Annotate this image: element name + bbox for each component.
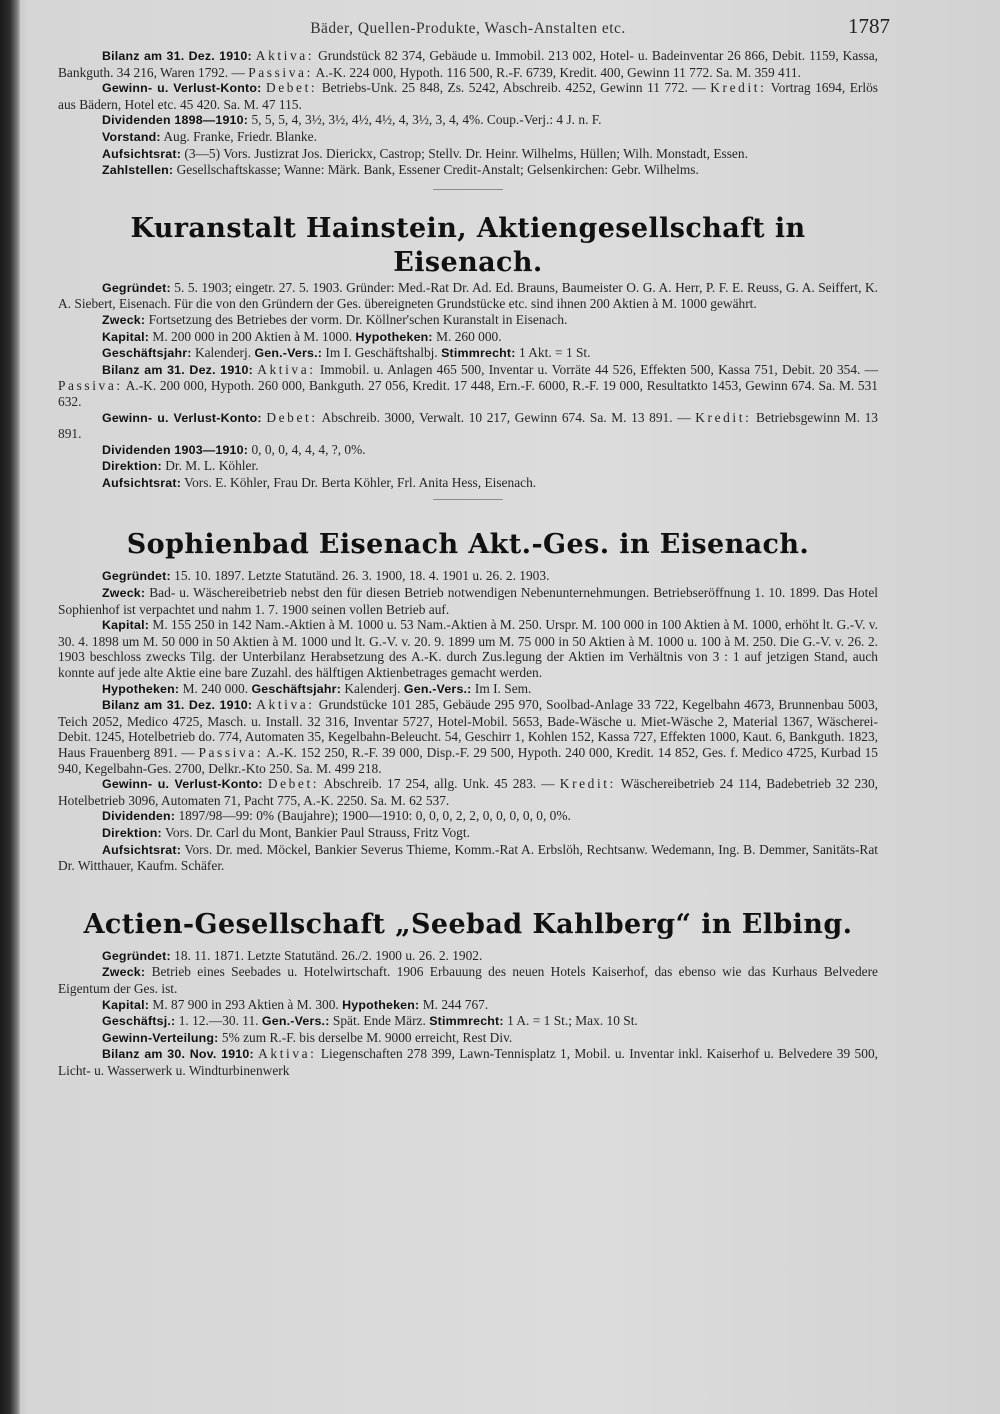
entry-text: (3—5) Vors. Justizrat Jos. Dierickx, Castrop; Stellv. Dr. Heinr. Wilhelms, Hüllen; Wilh. Monstadt, Essen. bbox=[184, 145, 748, 161]
entry-label: Direktion: bbox=[102, 459, 162, 474]
entry-text: Aktiva: Immobil. u. Anlagen 465 500, Inventar u. Vorräte 44 526, Effekten 500, Kassa 751, Debit. 20 354. — Passiva: A.-K. 200 000, Hypoth. 260 000, Bankguth. 27 056, Kredit. 17 448, Ern.-F. 6000, R.-F. 19 000, Resultatkto 1453, Gewinn 674. Sa. M. 531 632. bbox=[58, 361, 879, 409]
entry-paragraph bbox=[58, 458, 878, 475]
ledger-keyword: Aktiva: bbox=[256, 697, 315, 713]
entry-label: Gen.-Vers.: bbox=[254, 346, 323, 361]
entry-label: Bilanz am 31. Dez. 1910: bbox=[102, 49, 252, 63]
entry-label: Dividenden: bbox=[102, 809, 176, 824]
company-title: Actien-Gesellschaft „Seebad Kahlberg“ in Elbing. bbox=[83, 908, 853, 940]
entry-paragraph bbox=[58, 681, 878, 698]
entry-label: Gewinn-Verteilung: bbox=[102, 1030, 219, 1045]
entry-paragraph bbox=[58, 568, 878, 585]
entry-text: 1897/98—99: 0% (Baujahre); 1900—1910: 0, 0, 0, 2, 2, 0, 0, 0, 0, 0, 0%. bbox=[178, 808, 571, 824]
ledger-keyword: Kredit: bbox=[695, 409, 752, 425]
entry-text: Betrieb eines Seebades u. Hotelwirtschaft. 1906 Erbauung des neuen Hotels Kaiserhof, das ebenso wie das Kurhaus Belvedere Eigentum der Ges. ist. bbox=[58, 964, 878, 996]
entry-label: Zweck: bbox=[102, 586, 146, 601]
entry-text: Gesellschaftskasse; Wanne: Märk. Bank, Essener Credit-Anstalt; Gelsenkirchen: Gebr. Wilhelms. bbox=[176, 162, 699, 178]
entry-label: Hypotheken: bbox=[355, 329, 433, 344]
entry-text: Debet: Abschreib. 17 254, allg. Unk. 45 283. — Kredit: Wäschereibetrieb 24 114, Badebetrieb 32 230, Hotelbetrieb 3096, Automaten 71, Pacht 775, A.-K. 2250. Sa. M. 62 537. bbox=[58, 776, 878, 808]
entry-label: Gegründet: bbox=[102, 569, 171, 584]
page-number: 1787 bbox=[848, 14, 890, 38]
entry-label: Kapital: bbox=[102, 997, 150, 1012]
entry-text: M. 240 000. bbox=[182, 680, 249, 696]
entry-paragraph bbox=[58, 329, 878, 346]
entry-label: Zweck: bbox=[102, 965, 146, 980]
entry-label: Bilanz am 31. Dez. 1910: bbox=[102, 698, 253, 713]
entry-label: Geschäftsjahr: bbox=[102, 346, 192, 361]
entry-paragraph bbox=[58, 776, 878, 808]
entry-label: Aufsichtsrat: bbox=[102, 146, 182, 161]
entry-paragraph bbox=[58, 80, 878, 112]
entry-label: Stimmrecht: bbox=[429, 1014, 504, 1029]
section-divider bbox=[433, 499, 503, 500]
entry-paragraph bbox=[58, 410, 878, 442]
entry-text: Debet: Betriebs-Unk. 25 848, Zs. 5242, Abschreib. 4252, Gewinn 11 772. — Kredit: Vortrag 1694, Erlös aus Bädern, Hotel etc. 45 420. Sa. M. 47 115. bbox=[58, 80, 878, 112]
ledger-keyword: Aktiva: bbox=[255, 48, 315, 63]
entry-paragraph bbox=[58, 964, 878, 996]
entry-label: Zweck: bbox=[102, 312, 146, 327]
company-entry-seebad-kahlberg bbox=[58, 908, 878, 1079]
entry-text: 5. 5. 1903; eingetr. 27. 5. 1903. Gründer: Med.-Rat Dr. Ad. Ed. Brauns, Baumeister O. G. A. Herr, P. F. E. Reuss, G. A. Seiffert, K. A. Siebert, Eisenach. Für die von den Gründern der Ges. übereigneten Grundstücke etc. sind ihnen 200 Aktien à M. 1000 gewährt. bbox=[58, 279, 878, 312]
entry-paragraph bbox=[58, 1046, 878, 1078]
entry-label: Hypotheken: bbox=[342, 997, 420, 1012]
entry-text: Aktiva: Grundstück 82 374, Gebäude u. Immobil. 213 002, Hotel- u. Badeinventar 26 866, Debit. 1159, Kassa, Bankguth. 34 216, Waren 1792. — Passiva: A.-K. 224 000, Hypoth. 116 500, R.-F. 6739, Kredit. 400, Gewinn 11 772. Sa. M. 359 411. bbox=[58, 48, 878, 80]
entry-paragraph bbox=[58, 697, 878, 776]
entry-paragraph bbox=[58, 312, 878, 329]
entry-paragraph bbox=[58, 129, 878, 146]
entry-text: M. 87 900 in 293 Aktien à M. 300. bbox=[152, 996, 339, 1012]
entry-text: Spät. Ende März. bbox=[332, 1013, 426, 1029]
entry-paragraph bbox=[58, 808, 878, 825]
entry-text: Vors. Dr. med. Möckel, Bankier Severus Thieme, Komm.-Rat A. Erbslöh, Rechtsanw. Wedemann, Ing. B. Demmer, Sanitäts-Rat Dr. Witthauer, Kaufm. Schäfer. bbox=[58, 841, 879, 874]
entry-text: Aug. Franke, Friedr. Blanke. bbox=[163, 128, 317, 144]
entry-label: Gen.-Vers.: bbox=[403, 681, 472, 696]
entry-paragraph bbox=[58, 362, 878, 410]
entry-text: Kalenderj. bbox=[194, 345, 252, 361]
entry-label: Geschäftsjahr: bbox=[251, 681, 342, 696]
entry-paragraph bbox=[58, 442, 878, 459]
running-head-title: Bäder, Quellen-Produkte, Wasch-Anstalten etc. bbox=[310, 20, 626, 37]
entry-text: 5, 5, 5, 4, 3½, 3½, 4½, 4½, 4, 3½, 3, 4, 4%. Coup.-Verj.: 4 J. n. F. bbox=[251, 112, 602, 128]
running-head bbox=[58, 6, 890, 48]
entry-paragraph bbox=[58, 112, 878, 129]
company-title: Sophienbad Eisenach Akt.-Ges. in Eisenach. bbox=[126, 529, 810, 561]
entry-text: Vors. E. Köhler, Frau Dr. Berta Köhler, Frl. Anita Hess, Eisenach. bbox=[184, 474, 537, 490]
company-entry-sophienbad-eisenach bbox=[58, 528, 878, 873]
entry-paragraph bbox=[58, 475, 878, 492]
entry-text: 15. 10. 1897. Letzte Statutänd. 26. 3. 1900, 18. 4. 1901 u. 26. 2. 1903. bbox=[174, 568, 550, 584]
entry-label: Gegründet: bbox=[102, 280, 171, 295]
entry-paragraph bbox=[58, 825, 878, 842]
entry-label: Bilanz am 31. Dez. 1910: bbox=[102, 362, 253, 377]
ledger-keyword: Kredit: bbox=[710, 80, 767, 96]
company-title: Kuranstalt Hainstein, Aktiengesellschaft in Eisenach. bbox=[130, 212, 806, 278]
entry-label: Gegründet: bbox=[102, 948, 171, 963]
company-entry-kuranstalt-hainstein bbox=[58, 212, 878, 501]
entry-text: M. 260 000. bbox=[436, 328, 502, 344]
entry-label: Stimmrecht: bbox=[441, 346, 516, 361]
entry-text: Fortsetzung des Betriebes der vorm. Dr. Köllner'schen Kuranstalt in Eisenach. bbox=[148, 311, 568, 327]
entry-label: Kapital: bbox=[102, 618, 150, 633]
entry-label: Gewinn- u. Verlust-Konto: bbox=[102, 81, 262, 96]
entry-paragraph bbox=[58, 585, 878, 617]
ledger-keyword: Aktiva: bbox=[258, 1046, 317, 1062]
entry-paragraph bbox=[58, 997, 878, 1014]
entry-paragraph bbox=[58, 1013, 878, 1030]
entry-text: Bad- u. Wäschereibetrieb nebst den für diesen Betrieb notwendigen Nebenunternehmungen. Betriebseröffnung 1. 10. 1899. Das Hotel Sophienhof ist verpachtet und nahm 1. 7. 1900 seinen vollen Betrieb auf. bbox=[58, 585, 878, 617]
entry-text: M. 155 250 in 142 Nam.-Aktien à M. 1000 u. 53 Nam.-Aktien à M. 250. Urspr. M. 100 000 in 100 Aktien à M. 1000, erhöht lt. G.-V. v. 30. 4. 1898 um M. 50 000 in 50 Aktien à M. 1000 und lt. G.-V. v. 20. 9. 1899 um M. 75 000 in 50 Aktien à M. 1000 u. 100 à M. 250. Die G.-V. v. 26. 2. 1903 beschloss zwecks Tilg. der Unterbilanz Herabsetzung des A.-K. durch Zus.legung der Aktien im Verhältnis von 3 : 1 auf jetzigen Stand, auch konnte auf jede alte Aktie eine bare Zuzahl. des hälftigen Aktienbetrages gemacht werden. bbox=[58, 617, 878, 681]
ledger-keyword: Passiva: bbox=[58, 378, 123, 394]
entry-paragraph bbox=[58, 948, 878, 965]
entry-label: Gewinn- u. Verlust-Konto: bbox=[102, 777, 263, 792]
ledger-keyword: Debet: bbox=[266, 409, 318, 425]
entry-text: Vors. Dr. Carl du Mont, Bankier Paul Strauss, Fritz Vogt. bbox=[164, 824, 470, 840]
entry-text: 1. 12.—30. 11. bbox=[178, 1013, 259, 1029]
entry-text: M. 200 000 in 200 Aktien à M. 1000. bbox=[152, 328, 353, 344]
entry-label: Gewinn- u. Verlust-Konto: bbox=[102, 410, 262, 425]
entry-label: Kapital: bbox=[102, 329, 150, 344]
entry-paragraph bbox=[58, 617, 878, 680]
section-divider bbox=[433, 189, 503, 190]
book-binding-shadow bbox=[0, 0, 20, 1414]
entry-text: 0, 0, 0, 4, 4, 4, ?, 0%. bbox=[251, 441, 366, 457]
entry-text: Dr. M. L. Köhler. bbox=[165, 458, 259, 474]
entry-paragraph bbox=[58, 162, 878, 179]
entry-paragraph bbox=[58, 48, 878, 80]
entry-label: Zahlstellen: bbox=[102, 163, 174, 178]
entry-label: Aufsichtsrat: bbox=[102, 842, 182, 857]
entry-label: Vorstand: bbox=[102, 129, 161, 144]
ledger-keyword: Debet: bbox=[267, 776, 320, 792]
entry-text: 1 Akt. = 1 St. bbox=[518, 345, 591, 361]
entry-label: Geschäftsj.: bbox=[102, 1014, 176, 1029]
entry-label: Direktion: bbox=[102, 825, 162, 840]
ledger-keyword: Debet: bbox=[265, 80, 318, 96]
entry-text: 5% zum R.-F. bis derselbe M. 9000 erreicht, Rest Div. bbox=[221, 1029, 513, 1045]
entry-label: Gen.-Vers.: bbox=[261, 1014, 330, 1029]
ledger-keyword: Passiva: bbox=[198, 745, 264, 760]
entry-text: Debet: Abschreib. 3000, Verwalt. 10 217, Gewinn 674. Sa. M. 13 891. — Kredit: Betriebsgewinn M. 13 891. bbox=[58, 409, 878, 442]
entry-label: Dividenden 1898—1910: bbox=[102, 113, 249, 128]
entry-label: Hypotheken: bbox=[102, 681, 180, 696]
entry-paragraph bbox=[58, 146, 878, 163]
ledger-keyword: Aktiva: bbox=[257, 361, 316, 377]
entry-label: Dividenden 1903—1910: bbox=[102, 442, 249, 457]
entry-text: Kalenderj. bbox=[344, 680, 401, 696]
ledger-keyword: Kredit: bbox=[559, 776, 616, 792]
entry-paragraph bbox=[58, 345, 878, 362]
continued-entry bbox=[58, 48, 878, 190]
entry-text: 1 A. = 1 St.; Max. 10 St. bbox=[507, 1013, 638, 1029]
ledger-keyword: Passiva: bbox=[248, 64, 313, 80]
entry-paragraph bbox=[58, 1030, 878, 1047]
entry-label: Aufsichtsrat: bbox=[102, 475, 182, 490]
entry-paragraph bbox=[58, 280, 878, 312]
page-content bbox=[58, 6, 890, 1079]
entry-text: Aktiva: Liegenschaften 278 399, Lawn-Tennisplatz 1, Mobil. u. Inventar inkl. Kaiserhof u. Belvedere 39 500, Licht- u. Wasserwerk u. Windturbinenwerk bbox=[58, 1046, 878, 1078]
entry-text: Aktiva: Grundstücke 101 285, Gebäude 295 970, Soolbad-Anlage 33 722, Kegelbahn 4673, Brunnenbau 5003, Teich 2052, Medico 4725, Masch. u. Install. 32 316, Inventar 5727, Hotel-Mobil. 5653, Bade-Wäsche u. Miet-Wäsche 2, Material 1367, Wäscherei-Debit. 1245, Hotelbetrieb do. 774, Automaten 35, Kegelbahn-Beleucht. 54, Geschirr 1, Kohlen 152, Kassa 727, Effekten 1000, Kaut. 6, Bankguth. 1823, Haus Frauenberg 891. — Passiva: A.-K. 152 250, R.-F. 39 000, Disp.-F. 29 500, Hypoth. 240 000, Kredit. 14 852, Ges. f. Medico 4725, Kurbad 15 940, Kegelbahn-Ges. 2700, Delkr.-Kto 250. Sa. M. 499 218. bbox=[58, 697, 878, 776]
entry-text: M. 244 767. bbox=[422, 996, 489, 1012]
entry-label: Bilanz am 30. Nov. 1910: bbox=[102, 1047, 254, 1062]
entry-paragraph bbox=[58, 842, 878, 874]
entry-text: 18. 11. 1871. Letzte Statutänd. 26./2. 1900 u. 26. 2. 1902. bbox=[174, 947, 483, 963]
entry-text: Im I. Sem. bbox=[474, 680, 532, 696]
entry-text: Im I. Geschäftshalbj. bbox=[325, 345, 438, 361]
